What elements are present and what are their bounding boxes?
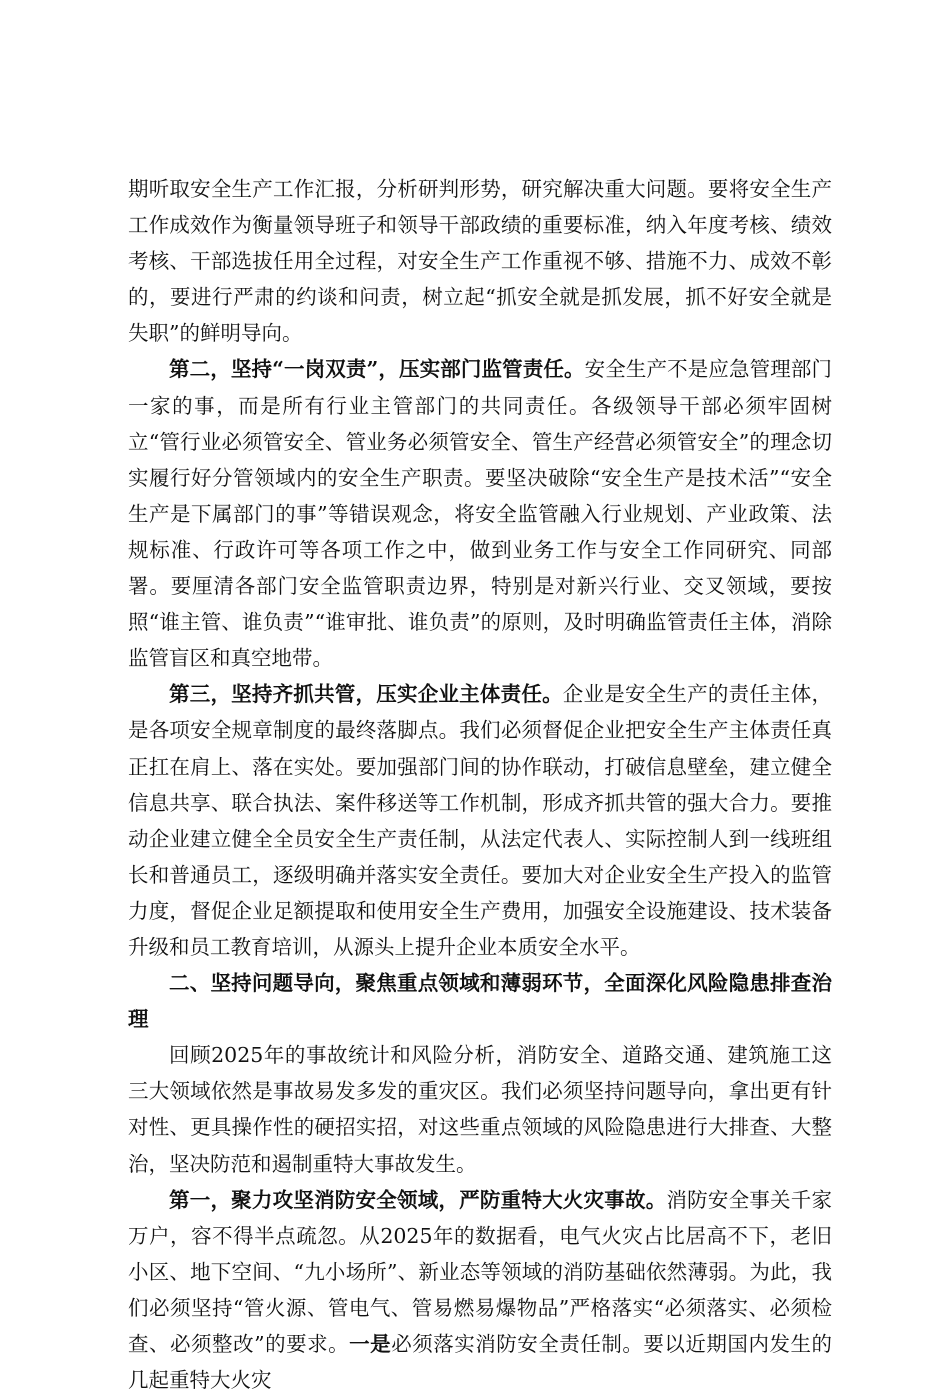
paragraph-lead: 第三，坚持齐抓共管，压实企业主体责任。	[169, 682, 563, 707]
paragraph-text: 回顾2025年的事故统计和风险分析，消防安全、道路交通、建筑施工这三大领域依然是事故易发多发的重灾区。我们必须坚持问题导向，拿出更有针对性、更具操作性的硬招实招，对这些重点领域的风险隐患进行大排查、大整治，坚决防范和遏制重特大事故发生。	[128, 1043, 832, 1176]
paragraph-review	[128, 1037, 832, 1181]
paragraph-text: 安全生产不是应急管理部门一家的事，而是所有行业主管部门的共同责任。各级领导干部必须牢固树立“管行业必须管安全、管业务必须管安全、管生产经营必须管安全”的理念切实履行好分管领域内的安全生产职责。要坚决破除“安全生产是技术活”“安全生产是下属部门的事”等错误观念，将安全监管融入行业规划、产业政策、法规标准、行政许可等各项工作之中，做到业务工作与安全工作同研究、同部署。要厘清各部门安全监管职责边界，特别是对新兴行业、交叉领域，要按照“谁主管、谁负责”“谁审批、谁负责”的原则，及时明确监管责任主体，消除监管盲区和真空地带。	[128, 357, 832, 671]
paragraph-text: 必须落实消防安全责任制。要以近期国内发生的几起重特大火灾	[128, 1332, 832, 1393]
paragraph-text: 期听取安全生产工作汇报，分析研判形势，研究解决重大问题。要将安全生产工作成效作为衡量领导班子和领导干部政绩的重要标准，纳入年度考核、绩效考核、干部选拔任用全过程，对安全生产工作重视不够、措施不力、成效不彰的，要进行严肃的约谈和问责，树立起“抓安全就是抓发展，抓不好安全就是失职”的鲜明导向。	[128, 177, 832, 346]
document-page	[128, 171, 832, 1398]
paragraph-keyword: 一是	[349, 1332, 392, 1356]
paragraph-text: 消防安全事关千家万户，容不得半点疏忽。从2025年的数据看，电气火灾占比居高不下，老旧小区、地下空间、“九小场所”、新业态等领域的消防基础依然薄弱。为此，我们必须坚持“管火源、管电气、管易燃易爆物品”严格落实“必须落实、必须检查、必须整改”的要求。	[128, 1187, 833, 1356]
paragraph-lead: 第二，坚持“一岗双责”，压实部门监管责任。	[169, 357, 585, 382]
section-heading: 二、坚持问题导向，聚焦重点领域和薄弱环节，全面深化风险隐患排查治理	[128, 971, 832, 1032]
paragraph-text: 企业是安全生产的责任主体，是各项安全规章制度的最终落脚点。我们必须督促企业把安全生产主体责任真正扛在肩上、落在实处。要加强部门间的协作联动，打破信息壁垒，建立健全信息共享、联合执法、案件移送等工作机制，形成齐抓共管的强大合力。要推动企业建立健全全员安全生产责任制，从法定代表人、实际控制人到一线班组长和普通员工，逐级明确并落实安全责任。要加大对企业安全生产投入的监管力度，督促企业足额提取和使用安全生产费用，加强安全设施建设、技术装备升级和员工教育培训，从源头上提升企业本质安全水平。	[128, 682, 833, 959]
paragraph-lead: 第一，聚力攻坚消防安全领域，严防重特大火灾事故。	[169, 1187, 667, 1212]
paragraph-continuation	[128, 171, 832, 351]
paragraph-department-responsibility	[128, 351, 832, 676]
paragraph-enterprise-responsibility	[128, 676, 832, 965]
paragraph-fire-safety	[128, 1182, 832, 1398]
